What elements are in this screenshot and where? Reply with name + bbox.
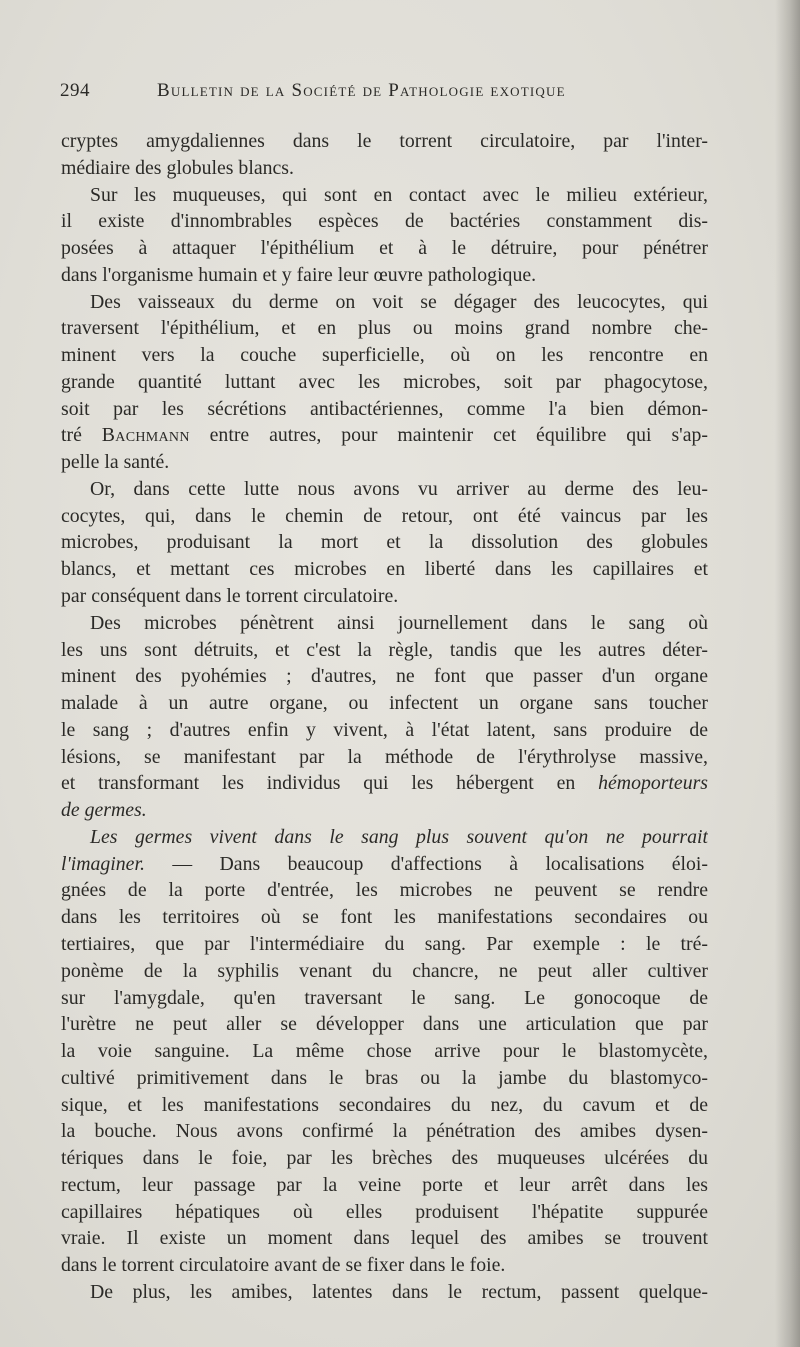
text-line: la voie sanguine. La même chose arrive pour le blastomycète, xyxy=(61,1040,708,1063)
author-name: Bachmann xyxy=(101,424,190,447)
text-line: traversent l'épithélium, et en plus ou moins grand nombre che- xyxy=(61,317,708,340)
text-line: pelle la santé. xyxy=(61,451,170,474)
text-line: sique, et les manifestations secondaires du nez, du cavum et de xyxy=(61,1093,708,1116)
text-segment: et transformant les individus qui les hébergent en xyxy=(61,772,576,795)
text-line: vraie. Il existe un moment dans lequel des amibes se trouvent xyxy=(61,1227,708,1250)
text-line: grande quantité luttant avec les microbes, soit par phagocytose, xyxy=(61,370,708,393)
text-line: dans les territoires où se font les manifestations secondaires ou xyxy=(61,906,708,929)
text-line: dans le torrent circulatoire avant de se fixer dans le foie. xyxy=(61,1254,506,1277)
text-line: ponème de la syphilis venant du chancre, ne peut aller cultiver xyxy=(61,959,708,982)
text-line: cocytes, qui, dans le chemin de retour, ont été vaincus par les xyxy=(61,504,708,527)
text-line: médiaire des globules blancs. xyxy=(61,156,294,179)
page-header xyxy=(60,80,720,110)
text-line: posées à attaquer l'épithélium et à le détruire, pour pénétrer xyxy=(61,237,708,260)
text-line: sur l'amygdale, qu'en traversant le sang. Le gonocoque de xyxy=(61,986,708,1009)
text-line: Sur les muqueuses, qui sont en contact avec le milieu extérieur, xyxy=(90,183,708,206)
text-line: lésions, se manifestant par la méthode de l'érythrolyse massive, xyxy=(61,745,708,768)
text-line: microbes, produisant la mort et la dissolution des globules xyxy=(61,531,708,554)
text-line: minent des pyohémies ; d'autres, ne font que passer d'un organe xyxy=(61,665,708,688)
text-line xyxy=(61,851,708,878)
text-line: de germes. xyxy=(61,799,147,822)
text-line: cryptes amygdaliennes dans le torrent circulatoire, par l'inter- xyxy=(61,130,708,152)
body-text xyxy=(61,128,708,1306)
text-line: gnées de la porte d'entrée, les microbes ne peuvent se rendre xyxy=(61,879,708,902)
text-line: minent vers la couche superficielle, où on les rencontre en xyxy=(61,344,708,367)
italic-term: hémoporteurs xyxy=(598,772,708,795)
section-heading-line: Les germes vivent dans le sang plus souvent qu'on ne pourrait xyxy=(90,825,708,848)
text-segment: tré xyxy=(61,424,82,447)
text-line: De plus, les amibes, latentes dans le rectum, passent quelque- xyxy=(90,1280,708,1303)
text-line: dans l'organisme humain et y faire leur œuvre pathologique. xyxy=(61,263,537,286)
text-line: tertiaires, que par l'intermédiaire du sang. Par exemple : le tré- xyxy=(61,932,708,955)
text-line: le sang ; d'autres enfin y vivent, à l'état latent, sans produire de xyxy=(61,718,708,741)
text-line xyxy=(61,422,708,449)
text-line xyxy=(61,770,708,797)
text-line: soit par les sécrétions antibactériennes, comme l'a bien démon- xyxy=(61,397,708,420)
text-line: l'urètre ne peut aller se développer dans une articulation que par xyxy=(61,1013,708,1036)
text-line: cultivé primitivement dans le bras ou la jambe du blastomyco- xyxy=(61,1066,708,1089)
text-line: rectum, leur passage par la veine porte et leur arrêt dans les xyxy=(61,1173,708,1196)
text-line: Or, dans cette lutte nous avons vu arriver au derme des leu- xyxy=(90,477,708,500)
text-line: blancs, et mettant ces microbes en liberté dans les capillaires et xyxy=(61,558,708,581)
text-line: les uns sont détruits, et c'est la règle, tandis que les autres déter- xyxy=(61,638,708,661)
page-number: 294 xyxy=(60,80,90,101)
text-line: malade à un autre organe, ou infectent un organe sans toucher xyxy=(61,692,708,715)
text-line: Des microbes pénètrent ainsi journellement dans le sang où xyxy=(90,611,708,634)
text-line: la bouche. Nous avons confirmé la pénétration des amibes dysen- xyxy=(61,1120,708,1143)
text-segment: — Dans beaucoup d'affections à localisations éloi- xyxy=(144,852,708,875)
text-segment: entre autres, pour maintenir cet équilibre qui s'ap- xyxy=(209,424,708,447)
text-line: il existe d'innombrables espèces de bactéries constamment dis- xyxy=(61,210,708,233)
section-heading-end: l'imaginer. xyxy=(61,852,145,875)
text-line: capillaires hépatiques où elles produisent l'hépatite suppurée xyxy=(61,1200,708,1223)
text-line: tériques dans le foie, par les brèches des muqueuses ulcérées du xyxy=(61,1147,708,1170)
text-line: par conséquent dans le torrent circulatoire. xyxy=(61,585,399,608)
running-title: Bulletin de la Société de Pathologie exotique xyxy=(157,80,566,101)
text-line: Des vaisseaux du derme on voit se dégager des leucocytes, qui xyxy=(90,290,708,313)
